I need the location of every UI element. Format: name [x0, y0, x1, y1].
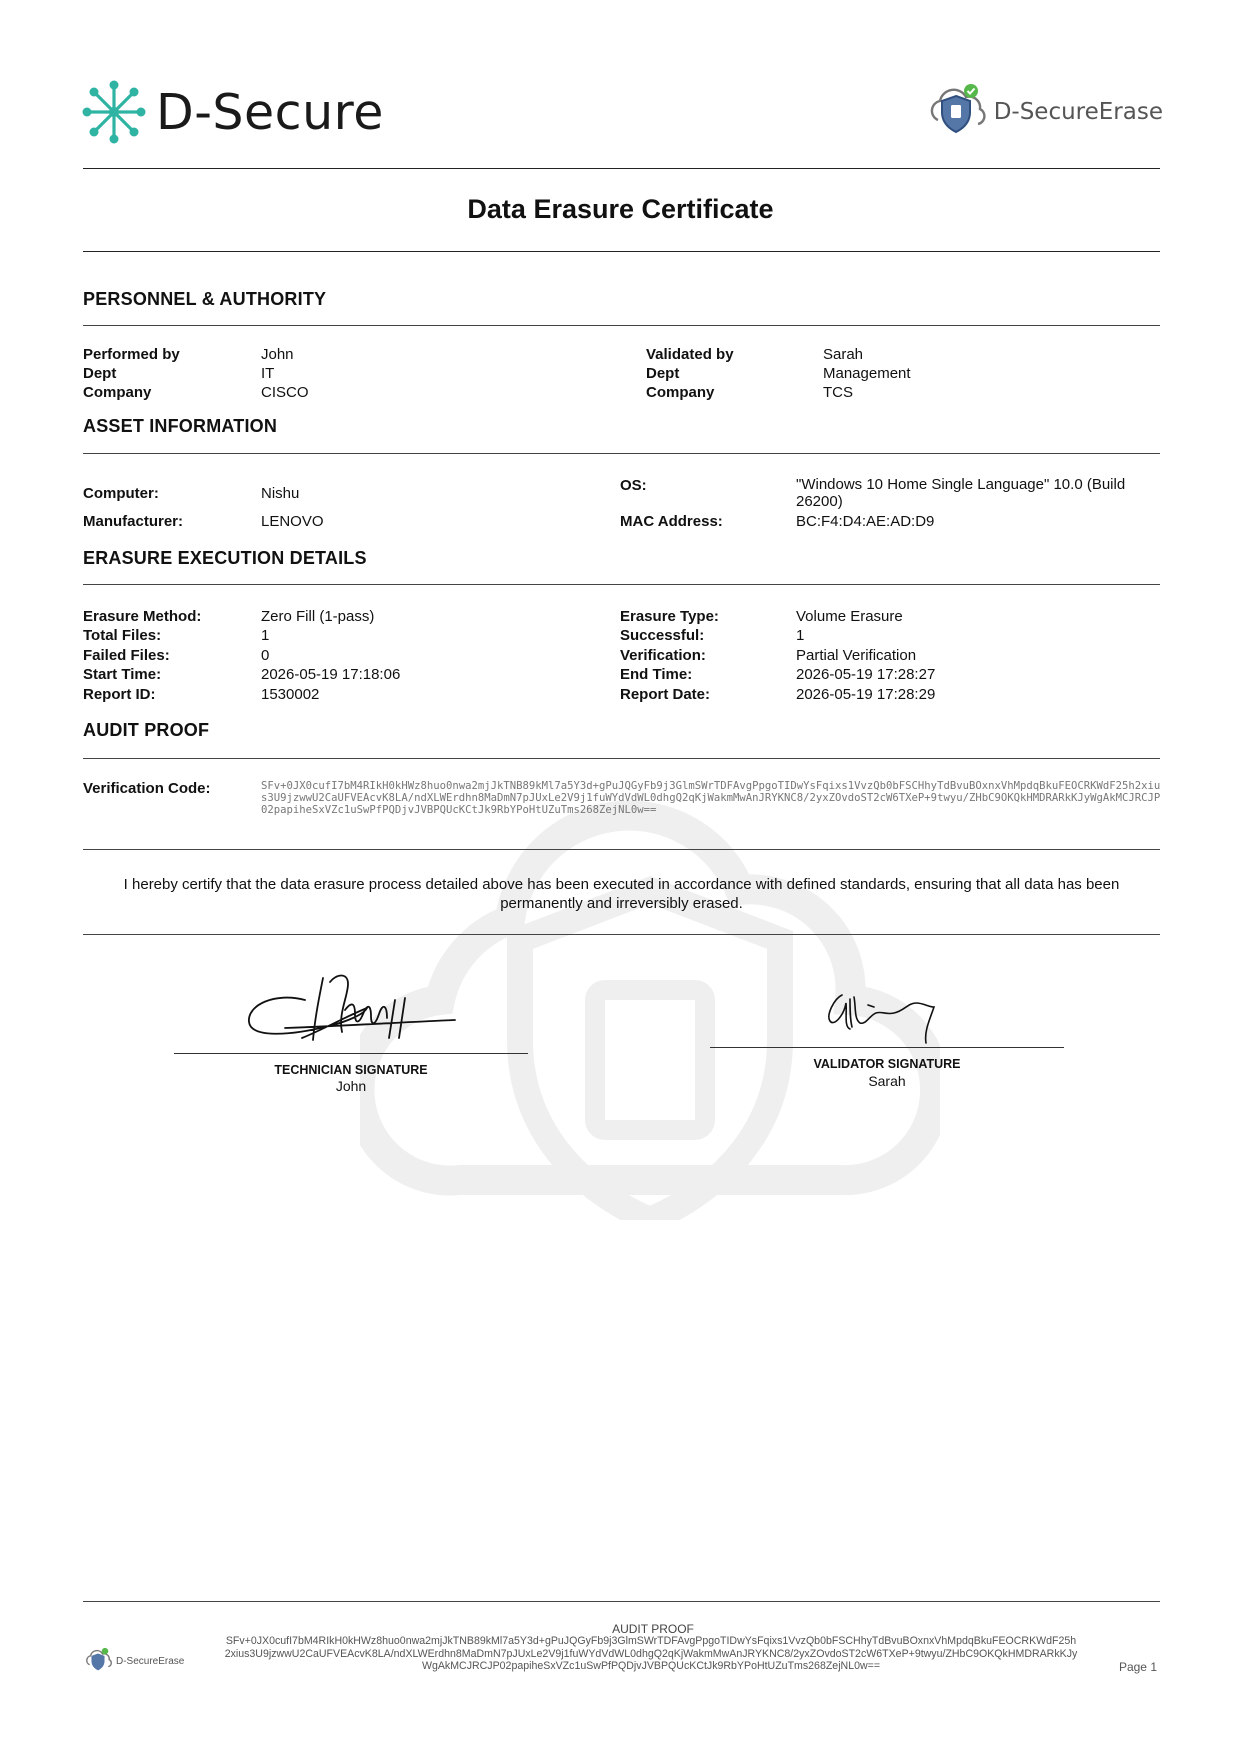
page-title: Data Erasure Certificate: [467, 194, 774, 224]
start-time-label: Start Time:: [83, 666, 162, 683]
company-label: Company: [83, 384, 152, 401]
technician-signature-line: [174, 1053, 528, 1054]
report-id-value: 1530002: [261, 686, 320, 703]
asset-heading: ASSET INFORMATION: [83, 416, 278, 436]
dept-value: IT: [261, 365, 275, 382]
technician-signature-title: TECHNICIAN SIGNATURE: [274, 1063, 428, 1077]
erasure-divider: [83, 584, 1160, 585]
verification-value: Partial Verification: [796, 647, 917, 664]
footer-audit-code: SFv+0JX0cufI7bM4RIkH0kHWz8huo0nwa2mjJkTNB89kMl7a5Y3d+gPuJQGyFb9j3GlmSWrTDFAvgPpgoTIDwYsFqixs1VvzQb0bFSCHhyTdBvuBOxnxVhMpdqBkuFEOCRKWdF25h2xius3U9jzwwU2CaUFVEAcvK8LA/ndXLWErdhn8MaDmN7pJUxLe2V9j1fuWYdVdWL0dhgQ2qKjWakmMwAnJRYKNC8/2yxZOvdoST2cW6TXeP+9twyu/ZHbC9OKQkHMDRARkKJyWgAkMCJRCJP02papiheSxVZc1uSwPfPQDjvJVBPQUcKCtJk9RbYPoHtUZuTms268ZejNL0w==: [224, 1635, 1078, 1672]
mac-label: MAC Address:: [620, 513, 723, 530]
header-divider: [83, 168, 1160, 169]
technician-signature-image: [245, 970, 465, 1050]
verification-code-label: Verification Code:: [83, 780, 211, 797]
total-files-value: 1: [261, 627, 270, 644]
footer-divider: [83, 1601, 1160, 1602]
technician-signature-name: John: [335, 1078, 367, 1094]
title-divider: [83, 251, 1160, 252]
start-time-value: 2026-05-19 17:18:06: [261, 666, 401, 683]
end-time-label: End Time:: [620, 666, 693, 683]
successful-value: 1: [796, 627, 805, 644]
manufacturer-value: LENOVO: [261, 513, 324, 530]
mac-value: BC:F4:D4:AE:AD:D9: [796, 513, 935, 530]
dept-label: Dept: [83, 365, 117, 382]
footer-brand-text: D-SecureErase: [116, 1655, 185, 1667]
validator-dept-label: Dept: [646, 365, 680, 382]
verification-label: Verification:: [620, 647, 706, 664]
total-files-label: Total Files:: [83, 627, 162, 644]
certification-divider: [83, 934, 1160, 935]
validator-signature-line: [710, 1047, 1064, 1048]
footer-cloud-shield-icon: [83, 1647, 113, 1675]
validator-company-value: TCS: [823, 384, 853, 401]
erasure-heading: ERASURE EXECUTION DETAILS: [83, 548, 367, 568]
audit-bottom-divider: [83, 849, 1160, 850]
computer-value: Nishu: [261, 485, 300, 502]
os-value: "Windows 10 Home Single Language" 10.0 (Build 26200): [796, 476, 1126, 510]
end-time-value: 2026-05-19 17:28:27: [796, 666, 936, 683]
validator-signature-title: VALIDATOR SIGNATURE: [813, 1057, 961, 1071]
validated-by-value: Sarah: [823, 346, 864, 363]
report-date-label: Report Date:: [620, 686, 711, 703]
footer-logo: [83, 1647, 184, 1675]
cloud-shield-icon: [924, 82, 988, 142]
failed-files-value: 0: [261, 647, 270, 664]
dsecureerase-logo: [924, 82, 1163, 142]
manufacturer-label: Manufacturer:: [83, 513, 184, 530]
company-value: CISCO: [261, 384, 309, 401]
erasure-type-value: Volume Erasure: [796, 608, 903, 625]
computer-label: Computer:: [83, 485, 159, 502]
performed-by-label: Performed by: [83, 346, 180, 363]
audit-heading: AUDIT PROOF: [83, 720, 210, 740]
validator-dept-value: Management: [823, 365, 911, 382]
personnel-heading: PERSONNEL & AUTHORITY: [83, 289, 327, 309]
failed-files-label: Failed Files:: [83, 647, 170, 664]
network-star-icon: [82, 80, 146, 144]
footer-title: AUDIT PROOF: [612, 1622, 694, 1636]
erasure-method-label: Erasure Method:: [83, 608, 202, 625]
erasure-type-label: Erasure Type:: [620, 608, 719, 625]
successful-label: Successful:: [620, 627, 705, 644]
certification-statement: I hereby certify that the data erasure process detailed above has been executed in accordance with defined standards, ensuring that all data has been permanently and irreversibly erased.: [123, 876, 1120, 912]
dsecure-logo: [82, 80, 384, 144]
performed-by-value: John: [261, 346, 294, 363]
report-id-label: Report ID:: [83, 686, 156, 703]
report-date-value: 2026-05-19 17:28:29: [796, 686, 936, 703]
validator-signature-image: [820, 985, 960, 1050]
asset-divider: [83, 453, 1160, 454]
os-label: OS:: [620, 477, 647, 494]
erasure-method-value: Zero Fill (1-pass): [261, 608, 375, 625]
verification-code-value: SFv+0JX0cufI7bM4RIkH0kHWz8huo0nwa2mjJkTNB89kMl7a5Y3d+gPuJQGyFb9j3GlmSWrTDFAvgPpgoTIDwYsFqixs1VvzQb0bFSCHhyTdBvuBOxnxVhMpdqBkuFEOCRKWdF25h2xius3U9jzwwU2CaUFVEAcvK8LA/ndXLWErdhn8MaDmN7pJUxLe2V9j1fuWYdVdWL0dhgQ2qKjWakmMwAnJRYKNC8/2yxZOvdoST2cW6TXeP+9twyu/ZHbC9OKQkHMDRARkKJyWgAkMCJRCJP02papiheSxVZc1uSwPfPQDjvJVBPQUcKCtJk9RbYPoHtUZuTms268ZejNL0w==: [261, 780, 1161, 816]
page-number: Page 1: [1118, 1660, 1157, 1674]
brand-left-text: D-Secure: [156, 83, 384, 141]
validator-company-label: Company: [646, 384, 715, 401]
validator-signature-name: Sarah: [868, 1073, 906, 1089]
audit-divider: [83, 758, 1160, 759]
brand-right-text: D-SecureErase: [993, 99, 1163, 125]
personnel-divider: [83, 325, 1160, 326]
validated-by-label: Validated by: [646, 346, 734, 363]
